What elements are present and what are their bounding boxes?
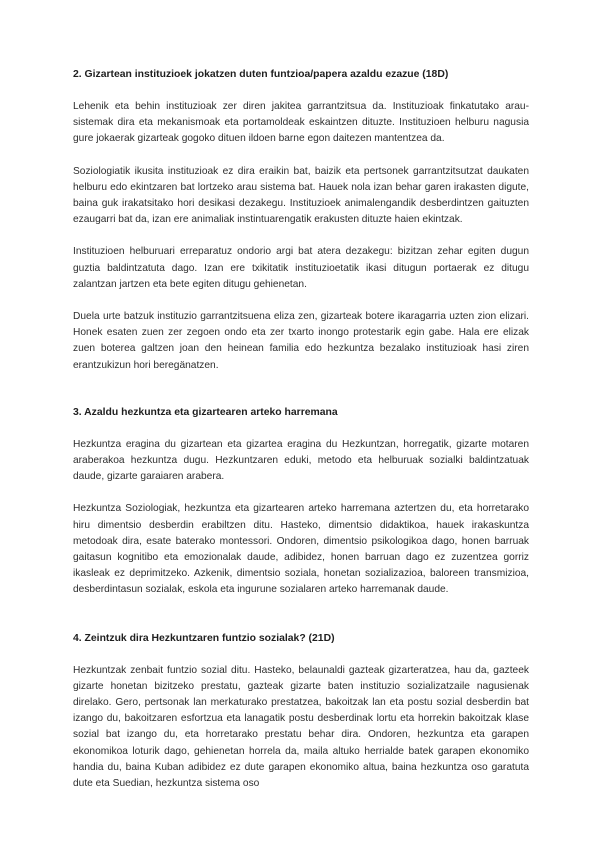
paragraph: Lehenik eta behin instituzioak zer diren jakitea garrantzitsua da. Instituzioak finkatutako arau-sistemak dira eta mekanismoak eta portamoldeak eskaintzen dituzte. Instituzioen helburu nagusia gure jokaerak gizarteak gogoko dituen ildoen barne egon daitezen mantentzea da. (73, 101, 529, 145)
paragraph: Duela urte batzuk instituzio garrantzitsuena eliza zen, gizarteak botere ikaragarria uzten zion elizari. Honek esaten zuen zer zegoen ondo eta zer txarto inongo protestarik egin gabe. Hala ere elizak zuen boterea galtzen joan den heinean familia edo hezkuntza bezalako instituzioak hasi ziren erantzukizun hori beregänatzen. (73, 311, 529, 371)
paragraph: Hezkuntza eragina du gizartean eta gizartea eragina du Hezkuntzan, horregatik, gizarte motaren araberakoa hezkuntza dugu. Hezkuntzaren eduki, metodo eta helburuak sozialki baldintzatuak daude, gizarte garaiaren arabera. (73, 438, 529, 483)
paragraph: Hezkuntzak zenbait funtzio sozial ditu. Hasteko, belaunaldi gazteak gizarteratzea, hau da, gazteek gizarte honetan bizitzeko prestatu, gazteak gizarte baten instituzio sozializatzaile nagusienak direlako. Gero, pertsonak lan merkaturako prestatzea, bakoitzak lan eta postu sozial desberdin bat izango du, bakoitzaren esfortzua eta lanagatik postu desberdinak lortu eta horrekin bakoitzak klase sozial bat izango du, eta horretarako prestatu behar dira. Ondoren, hezkuntza eta garapen ekonomikoa loturik dago, gehienetan horrela da, maila altuko herrialde batek garapen ekonomiko handia du, baina Kuban adibidez ez dute garapen ekonomiko altua, baina hezkuntza oso garatuta dute eta Suedian, hezkuntza sistema oso (73, 664, 529, 790)
paragraph: Instituzioen helburuari erreparatuz ondorio argi bat atera dezakegu: bizitzan zehar egiten dugun guztia baldintzatuta dago. Izan ere txikitatik instituzioetatik ikasi ditugun portaerak ez ditugu zalantzan jartzen eta bete egiten ditugu gehienetan. (73, 246, 529, 290)
section-heading: 3. Azaldu hezkuntza eta gizartearen arteko harremana (73, 406, 338, 418)
section-institutions (73, 68, 529, 374)
paragraph: Hezkuntza Soziologiak, hezkuntza eta gizartearen arteko harremana aztertzen du, eta horretarako hiru dimentsio desberdin erabiltzen ditu. Hasteko, dimentsio didaktikoa, hauek irakaskuntza metodoak dira, esate baterako montessori. Ondoren, dimentsio psikologikoa dago, honen barruak gaitasun kognitibo eta emozionalak daude, adibidez, honen barruan dago ez zuzentzea gorriz ikasleak ez deprimitzeko. Azkenik, dimentsio soziala, honetan sozializazioa, baloreen transmizioa, desberdintasun sozialak, eskola eta ingurune sozialaren arteko harremanak daude. (73, 503, 529, 596)
paragraph: Soziologiatik ikusita instituzioak ez dira eraikin bat, baizik eta pertsonek garrantzitsutzat daukaten helburu edo ekintzaren bat lortzeko arau sistema bat. Hauek nola izan behar garen irakasten digute, baina guk irakatsitako hori desikasi dezakegu. Instituzioek animalengandik desberdintzen gaituzten ezaugarri bat da, izan ere animaliak instintuarengatik erakusten dituzte haien ekintzak. (73, 165, 529, 226)
section-social-functions (73, 632, 529, 793)
section-education-society (73, 406, 529, 599)
section-heading: 4. Zeintzuk dira Hezkuntzaren funtzio sozialak? (21D) (73, 632, 335, 644)
section-heading: 2. Gizartean instituzioek jokatzen duten funtzioa/papera azaldu ezazue (18D) (73, 69, 449, 80)
